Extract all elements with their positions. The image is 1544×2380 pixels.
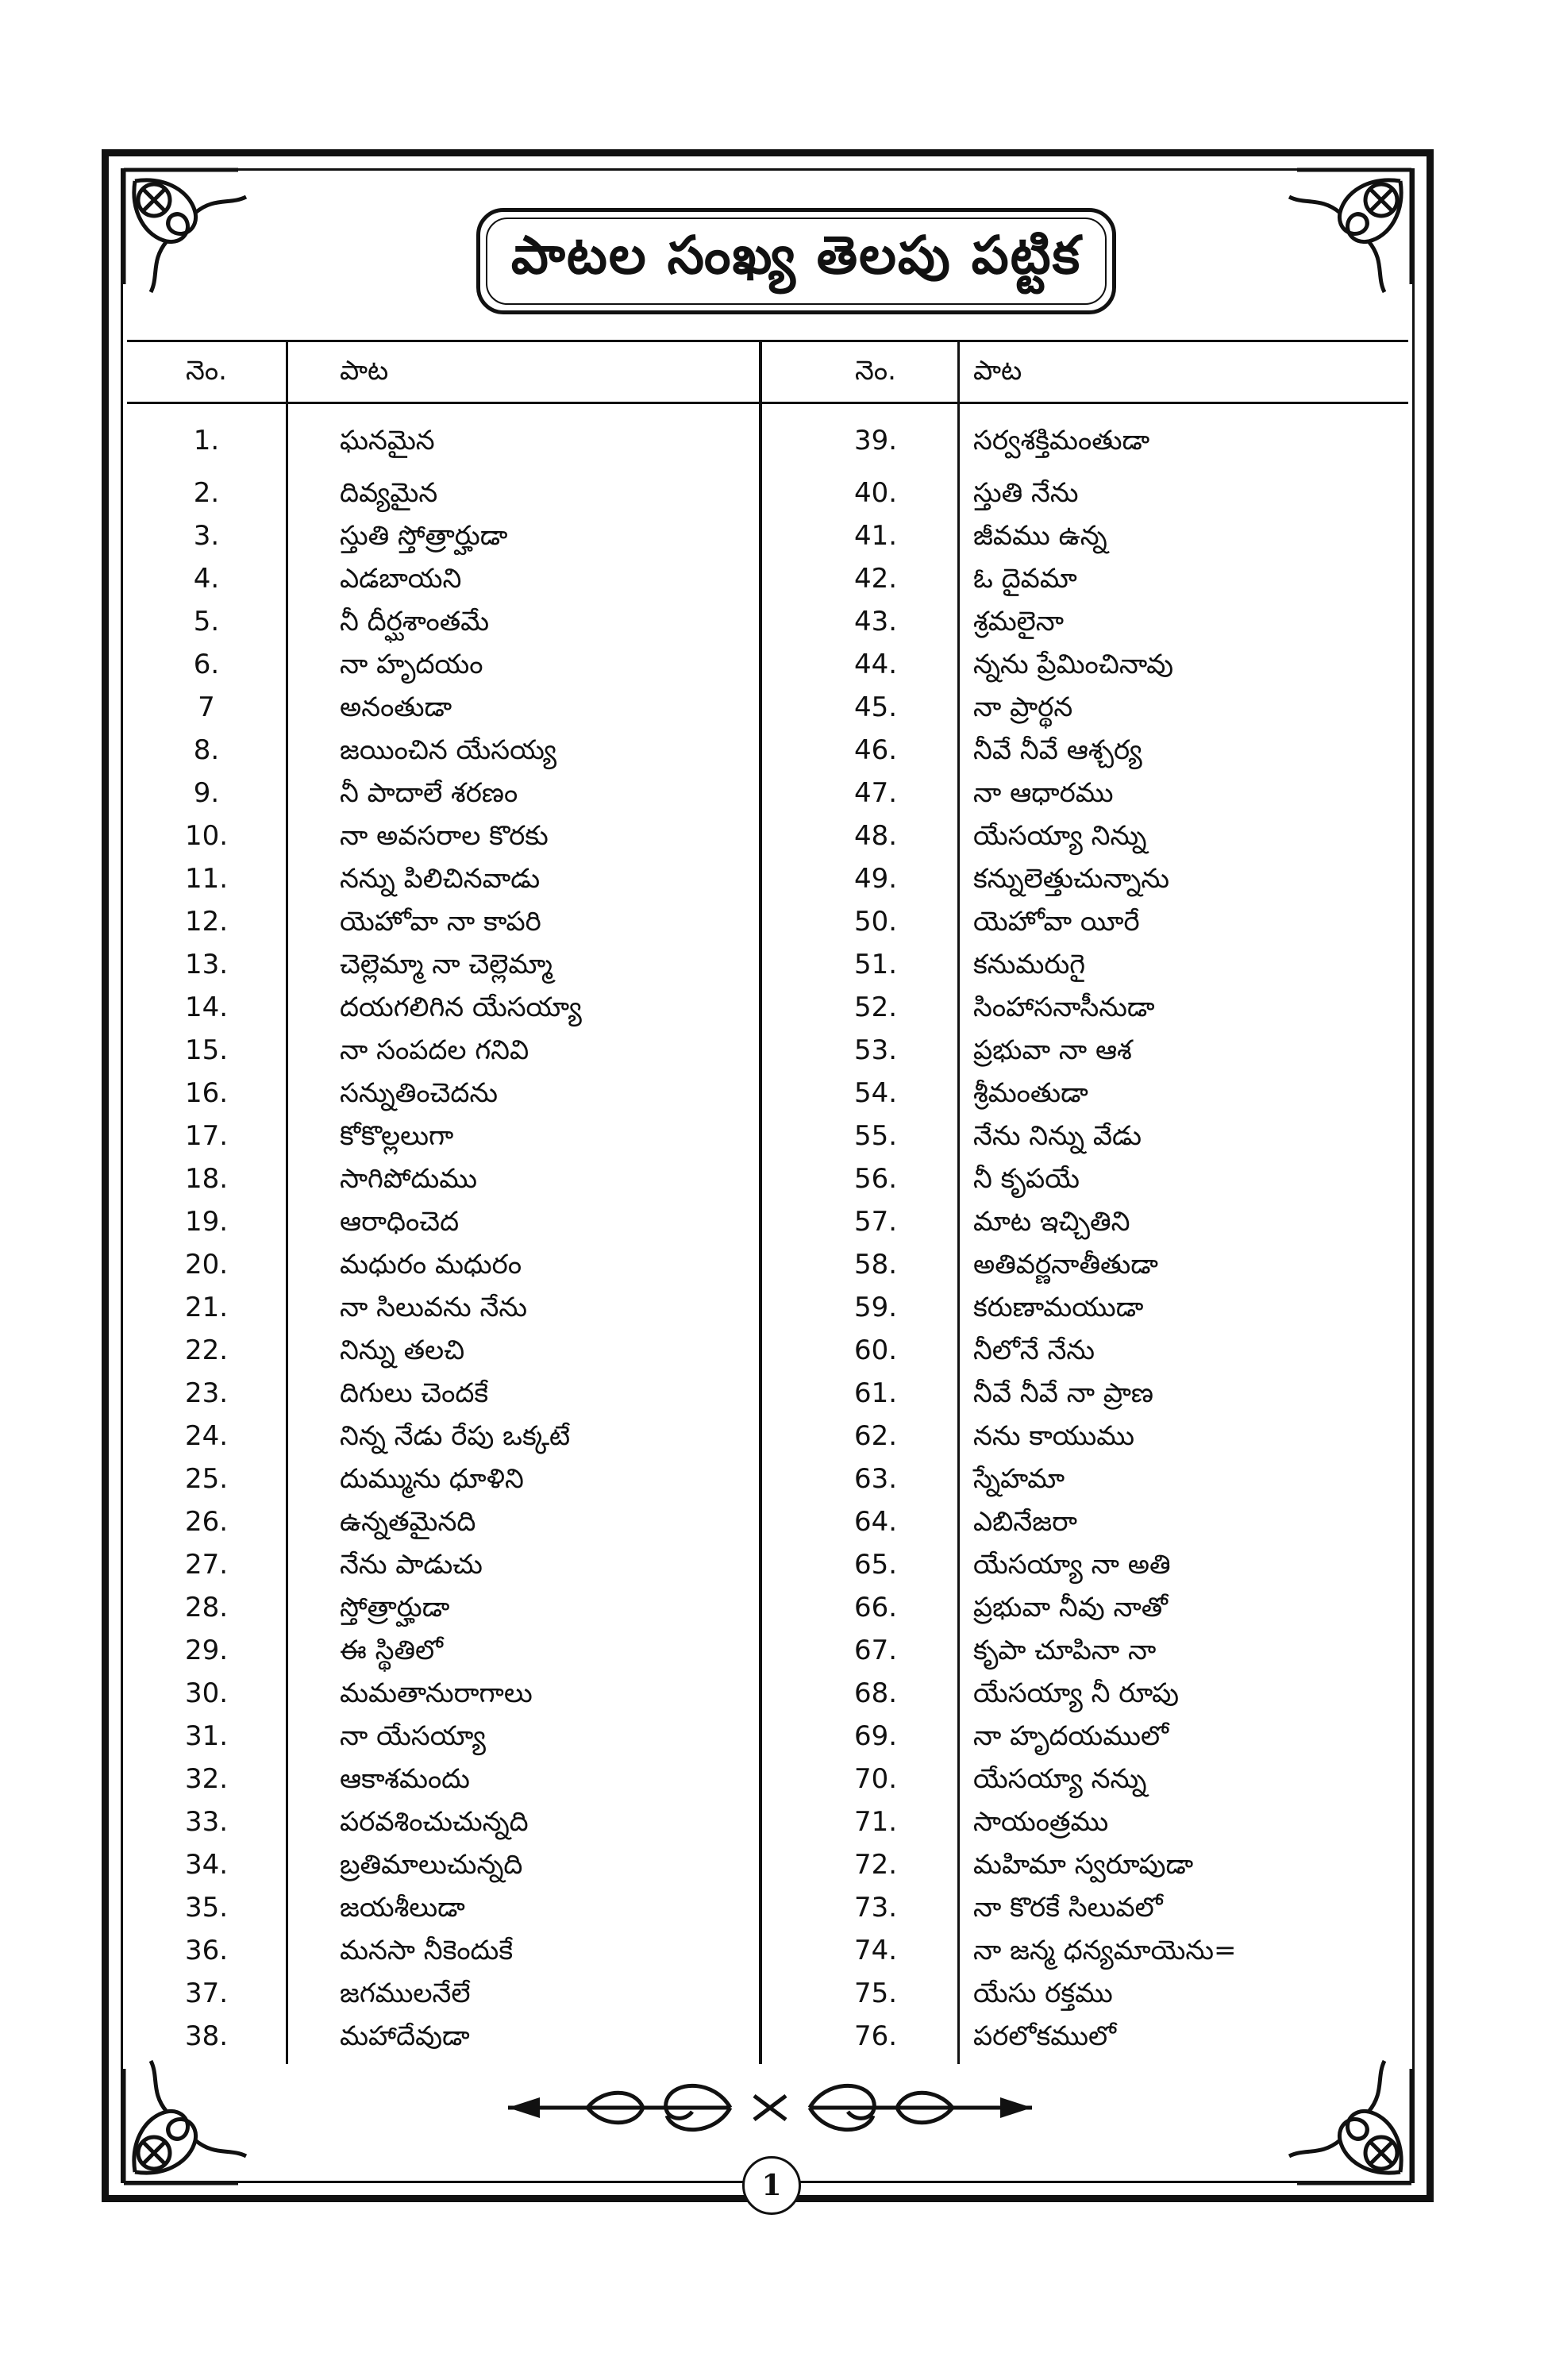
song-title-right: యెహోవా యీరే	[973, 906, 1140, 938]
song-number-right: 68.	[853, 1677, 898, 1709]
song-number-left: 27.	[184, 1549, 229, 1581]
song-number-left: 6.	[193, 649, 220, 680]
song-title-right: స్తుతి నేను	[973, 477, 1079, 509]
song-number-left: 17.	[184, 1120, 229, 1152]
song-title-right: నా కొరకే సిలువలో	[973, 1892, 1163, 1924]
song-number-right: 48.	[853, 820, 898, 852]
song-title-right: జీవము ఉన్న	[973, 520, 1107, 552]
song-number-right: 55.	[853, 1120, 898, 1152]
song-title-right: సింహాసనాసీనుడా	[973, 992, 1155, 1023]
song-number-left: 13.	[184, 949, 229, 980]
song-title-left: జగములనేలే	[340, 1978, 471, 2009]
song-number-left: 20.	[184, 1249, 229, 1281]
song-title-right: నా జన్మ ధన్యమాయెను=	[973, 1935, 1237, 1966]
song-title-left: నిన్న నేడు రేపు ఒక్కటే	[340, 1420, 571, 1452]
song-title-right: నా హృదయములో	[973, 1720, 1169, 1752]
song-title-left: జయించిన యేసయ్య	[340, 734, 557, 766]
song-number-right: 53.	[853, 1034, 898, 1066]
song-title-left: బ్రతిమాలుచున్నది	[340, 1849, 523, 1881]
song-number-left: 29.	[184, 1635, 229, 1666]
song-title-right: కృపా చూపినా నా	[973, 1635, 1157, 1666]
song-number-left: 25.	[184, 1463, 229, 1495]
song-title-left: నా సిలువను నేను	[340, 1292, 527, 1323]
song-number-left: 14.	[184, 992, 229, 1023]
song-number-right: 71.	[853, 1806, 898, 1838]
corner-ornament-icon	[119, 165, 270, 316]
song-number-left: 23.	[184, 1377, 229, 1409]
song-title-right: పరలోకములో	[973, 2020, 1116, 2052]
song-number-left: 24.	[184, 1420, 229, 1452]
song-title-right: ప్రభువా నీవు నాతో	[973, 1592, 1168, 1623]
song-number-right: 61.	[853, 1377, 898, 1409]
header-song-right: పాట	[973, 355, 1022, 387]
song-title-left: యెహోవా నా కాపరి	[340, 906, 541, 938]
song-number-right: 57.	[853, 1206, 898, 1238]
corner-ornament-icon	[1265, 165, 1416, 316]
song-number-right: 46.	[853, 734, 898, 766]
decorative-scroll-icon	[492, 2072, 1048, 2143]
song-number-right: 70.	[853, 1763, 898, 1795]
song-number-right: 56.	[853, 1163, 898, 1195]
song-number-left: 35.	[184, 1892, 229, 1924]
song-title-left: స్తుతి స్తోత్రార్హుడా	[340, 520, 508, 552]
song-title-right: నేను నిన్ను వేడు	[973, 1120, 1142, 1152]
song-number-right: 66.	[853, 1592, 898, 1623]
song-number-left: 2.	[193, 477, 220, 509]
song-number-right: 58.	[853, 1249, 898, 1281]
song-number-right: 54.	[853, 1077, 898, 1109]
song-title-left: నన్ను పిలిచినవాడు	[340, 863, 541, 895]
song-index-table	[127, 340, 1408, 2064]
song-number-right: 64.	[853, 1506, 898, 1538]
song-title-right: ప్రభువా నా ఆశ	[973, 1034, 1132, 1066]
song-title-left: నేను పాడుచు	[340, 1549, 483, 1581]
song-number-left: 10.	[184, 820, 229, 852]
page-number: 1	[742, 2156, 801, 2215]
song-title-left: ఈ స్థితిలో	[340, 1635, 444, 1666]
song-number-right: 50.	[853, 906, 898, 938]
song-number-left: 7	[198, 691, 215, 723]
song-title-left: జయశీలుడా	[340, 1892, 465, 1924]
song-number-right: 75.	[853, 1978, 898, 2009]
song-title-left: నిన్ను తలచి	[340, 1334, 465, 1366]
song-title-right: కన్నులెత్తుచున్నాను	[973, 863, 1169, 895]
song-number-left: 31.	[184, 1720, 229, 1752]
song-number-right: 74.	[853, 1935, 898, 1966]
song-title-left: మహాదేవుడా	[340, 2020, 470, 2052]
song-number-right: 45.	[853, 691, 898, 723]
song-number-right: 41.	[853, 520, 898, 552]
table-header-rule	[127, 402, 1408, 404]
header-number-right: నెం.	[855, 355, 896, 387]
song-title-left: దుమ్మును ధూళిని	[340, 1463, 524, 1495]
song-number-left: 28.	[184, 1592, 229, 1623]
song-title-left: నా సంపదల గనివి	[340, 1034, 529, 1066]
song-number-right: 69.	[853, 1720, 898, 1752]
song-title-left: ఉన్నతమైనది	[340, 1506, 476, 1538]
header-song-left: పాట	[340, 355, 389, 387]
song-title-right: శ్రమలైనా	[973, 606, 1065, 637]
song-number-left: 11.	[184, 863, 229, 895]
song-number-right: 67.	[853, 1635, 898, 1666]
song-title-right: ఓ దైవమా	[973, 563, 1077, 595]
song-number-right: 59.	[853, 1292, 898, 1323]
song-title-right: నీలోనే నేను	[973, 1334, 1095, 1366]
song-title-left: నా హృదయం	[340, 649, 483, 680]
song-title-right: శ్రీమంతుడా	[973, 1077, 1088, 1109]
song-title-left: నీ దీర్ఘశాంతమే	[340, 606, 490, 637]
song-number-left: 8.	[193, 734, 220, 766]
song-number-left: 15.	[184, 1034, 229, 1066]
song-number-right: 52.	[853, 992, 898, 1023]
song-title-right: మహిమా స్వరూపుడా	[973, 1849, 1194, 1881]
song-number-right: 49.	[853, 863, 898, 895]
song-number-right: 39.	[853, 425, 898, 456]
song-title-right: యేసయ్యా నిన్ను	[973, 820, 1147, 852]
song-number-right: 44.	[853, 649, 898, 680]
column-divider	[286, 340, 288, 2064]
song-number-right: 72.	[853, 1849, 898, 1881]
song-title-left: మమతానురాగాలు	[340, 1677, 533, 1709]
song-title-right: న్నను ప్రేమించినావు	[973, 649, 1174, 680]
song-title-left: సన్నుతించెదను	[340, 1077, 499, 1109]
song-title-left: స్తోత్రార్హుడా	[340, 1592, 450, 1623]
song-title-right: కరుణామయుడా	[973, 1292, 1144, 1323]
page-title: పాటల సంఖ్య తెలపు పట్టిక	[510, 224, 1082, 286]
song-title-left: దివ్యమైన	[340, 477, 438, 509]
song-title-right: సాయంత్రము	[973, 1806, 1109, 1838]
song-number-right: 63.	[853, 1463, 898, 1495]
song-title-right: నీవే నీవే నా ప్రాణ	[973, 1377, 1153, 1409]
song-title-left: ఆకాశమందు	[340, 1763, 470, 1795]
song-title-right: నీ కృపయే	[973, 1163, 1080, 1195]
song-title-left: ఎడబాయని	[340, 563, 462, 595]
song-number-left: 3.	[193, 520, 220, 552]
song-number-left: 34.	[184, 1849, 229, 1881]
song-number-left: 5.	[193, 606, 220, 637]
song-number-right: 62.	[853, 1420, 898, 1452]
song-title-left: మనసా నీకెందుకే	[340, 1935, 514, 1966]
song-title-left: మధురం మధురం	[340, 1249, 522, 1281]
song-title-right: యేసు రక్తము	[973, 1978, 1113, 2009]
song-number-left: 16.	[184, 1077, 229, 1109]
song-title-left: పరవశించుచున్నది	[340, 1806, 529, 1838]
song-title-left: నా అవసరాల కొరకు	[340, 820, 549, 852]
song-number-right: 47.	[853, 777, 898, 809]
song-number-left: 12.	[184, 906, 229, 938]
song-title-left: చెల్లెమ్మా నా చెల్లెమ్మా	[340, 949, 553, 980]
song-number-left: 33.	[184, 1806, 229, 1838]
song-title-right: మాట ఇచ్చితిని	[973, 1206, 1130, 1238]
song-number-left: 1.	[193, 425, 220, 456]
song-number-right: 43.	[853, 606, 898, 637]
song-title-right: నీవే నీవే ఆశ్చర్య	[973, 734, 1142, 766]
song-title-left: సాగిపోదుము	[340, 1163, 477, 1195]
song-number-right: 76.	[853, 2020, 898, 2052]
header-number-left: నెం.	[186, 355, 227, 387]
song-title-right: సర్వశక్తిమంతుడా	[973, 425, 1150, 456]
song-number-left: 9.	[193, 777, 220, 809]
song-number-right: 73.	[853, 1892, 898, 1924]
song-number-right: 40.	[853, 477, 898, 509]
song-number-right: 65.	[853, 1549, 898, 1581]
song-number-left: 19.	[184, 1206, 229, 1238]
song-number-left: 38.	[184, 2020, 229, 2052]
song-title-left: దయగలిగిన యేసయ్యా	[340, 992, 582, 1023]
song-number-left: 36.	[184, 1935, 229, 1966]
song-number-right: 60.	[853, 1334, 898, 1366]
song-number-left: 26.	[184, 1506, 229, 1538]
song-number-left: 32.	[184, 1763, 229, 1795]
song-number-left: 30.	[184, 1677, 229, 1709]
song-title-right: యేసయ్యా నా అతి	[973, 1549, 1171, 1581]
song-title-left: ఆరాధించెద	[340, 1206, 460, 1238]
song-number-right: 42.	[853, 563, 898, 595]
song-number-left: 37.	[184, 1978, 229, 2009]
song-number-left: 22.	[184, 1334, 229, 1366]
song-number-left: 4.	[193, 563, 220, 595]
song-title-left: నీ పాదాలే శరణం	[340, 777, 518, 809]
song-title-right: కనుమరుగై	[973, 949, 1086, 980]
song-title-right: అతివర్ణనాతీతుడా	[973, 1249, 1158, 1281]
song-title-left: కోకొల్లలుగా	[340, 1120, 454, 1152]
song-title-right: యేసయ్యా నీ రూపు	[973, 1677, 1180, 1709]
song-number-right: 51.	[853, 949, 898, 980]
song-title-right: ఎబినేజరా	[973, 1506, 1077, 1538]
song-title-left: ఘనమైన	[340, 425, 435, 456]
title-box	[476, 208, 1116, 314]
song-title-left: నా యేసయ్యా	[340, 1720, 486, 1752]
song-title-left: దిగులు చెందకే	[340, 1377, 489, 1409]
song-title-right: నా ప్రార్థన	[973, 691, 1073, 723]
song-title-right: స్నేహమా	[973, 1463, 1065, 1495]
song-title-right: నా ఆధారము	[973, 777, 1114, 809]
song-number-left: 21.	[184, 1292, 229, 1323]
song-number-left: 18.	[184, 1163, 229, 1195]
song-title-right: నను కాయుము	[973, 1420, 1135, 1452]
song-title-left: అనంతుడా	[340, 691, 452, 723]
song-title-right: యేసయ్యా నన్ను	[973, 1763, 1147, 1795]
